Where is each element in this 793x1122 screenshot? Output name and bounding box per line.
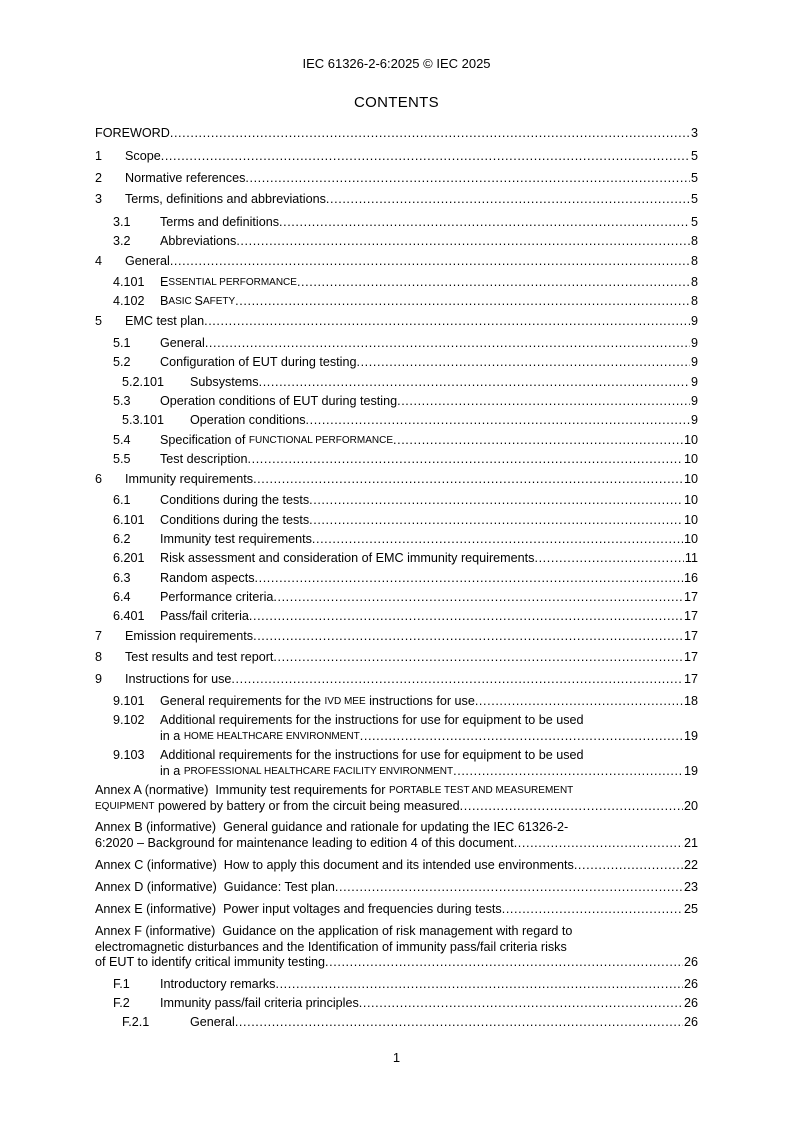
toc-entry-line — [125, 672, 698, 688]
dot-leader — [393, 433, 683, 449]
toc-entry-title: Terms, definitions and abbreviations — [125, 192, 326, 206]
toc-entry-number: 3 — [95, 192, 103, 206]
dot-leader — [273, 590, 683, 606]
toc-entry-line — [160, 513, 698, 529]
toc-entry-title: SSENTIAL PERFORMANCE — [168, 277, 297, 288]
toc-entry-line — [125, 314, 698, 330]
dot-leader — [170, 254, 690, 270]
toc-entry-title: in a — [160, 728, 184, 743]
toc-entry-line — [95, 940, 698, 956]
toc-entry-line — [95, 924, 698, 940]
toc-entry-title: Normative references — [125, 171, 246, 185]
toc-entry-title: General requirements for the — [160, 694, 325, 708]
contents-title: CONTENTS — [354, 94, 439, 111]
toc-entry-title: Operation conditions of EUT during testing — [160, 394, 398, 408]
toc-entry-title: Immunity pass/fail criteria principles — [160, 996, 359, 1010]
toc-entry-line — [160, 234, 698, 250]
dot-leader — [574, 858, 683, 874]
toc-entry-number: 6.401 — [113, 609, 145, 623]
toc-entry-number: 9.103 — [113, 748, 145, 762]
toc-entry-line — [160, 609, 698, 625]
toc-entry-title: Subsystems — [190, 375, 259, 389]
toc-entry-title: Annex E (informative) Power input voltages and frequencies during tests — [95, 902, 502, 916]
page-number: 1 — [392, 1050, 401, 1065]
toc-entry-title: Additional requirements for the instructions for use for equipment to be used — [160, 713, 584, 727]
toc-entry-title: EMC test plan — [125, 314, 205, 328]
toc-entry-page: 9 — [690, 336, 698, 350]
toc-entry-number: 5.2.101 — [122, 375, 165, 389]
toc-entry-number: 8 — [95, 650, 103, 664]
toc-entry-page: 10 — [683, 433, 698, 447]
toc-entry-line — [160, 394, 698, 410]
dot-leader — [245, 171, 690, 187]
toc-entry-title: in a — [160, 763, 184, 778]
toc-entry-line — [95, 126, 698, 142]
toc-entry-title: Operation conditions — [190, 413, 306, 427]
toc-entry-page: 8 — [690, 254, 698, 268]
toc-entry-title: EQUIPMENT — [95, 800, 155, 812]
dot-leader — [248, 452, 683, 468]
dot-leader — [273, 650, 683, 666]
toc-entry-page: 20 — [683, 798, 698, 813]
toc-entry-title: powered by battery or from the circuit being measured — [154, 798, 460, 813]
toc-entry-page: 21 — [683, 835, 698, 850]
toc-entry-title: Specification of — [160, 433, 249, 447]
toc-entry-title: General — [125, 254, 170, 268]
toc-entry-line — [125, 192, 698, 208]
toc-entry-number: 3.2 — [113, 234, 131, 248]
dot-leader — [236, 234, 690, 250]
toc-entry-line — [160, 336, 698, 352]
toc-entry-title: FOREWORD — [95, 126, 170, 140]
toc-entry-number: 6.201 — [113, 551, 145, 565]
dot-leader — [335, 880, 683, 896]
toc-entry-title: Pass/fail criteria — [160, 609, 249, 623]
toc-entry-number: F.2 — [113, 996, 130, 1010]
dot-leader — [475, 694, 683, 710]
toc-entry-line — [95, 858, 698, 874]
dot-leader — [205, 336, 690, 352]
toc-entry-title: Test description — [160, 452, 248, 466]
toc-entry-line — [95, 880, 698, 896]
toc-entry-line — [125, 629, 698, 645]
toc-entry-line — [160, 294, 698, 310]
toc-entry-title: Risk assessment and consideration of EMC immunity requirements — [160, 551, 535, 565]
toc-entry-number: F.1 — [113, 977, 130, 991]
toc-entry-number: 6.1 — [113, 493, 131, 507]
toc-entry-title: E — [160, 275, 169, 289]
dot-leader — [460, 799, 683, 815]
toc-entry-title: Conditions during the tests — [160, 513, 310, 527]
dot-leader — [360, 729, 683, 745]
toc-entry-title: PORTABLE TEST AND MEASUREMENT — [388, 785, 574, 796]
toc-entry-line — [95, 783, 698, 799]
toc-entry-number: 5.3 — [113, 394, 131, 408]
dot-leader — [359, 996, 683, 1012]
toc-entry-line — [160, 694, 698, 710]
toc-entry-line — [160, 764, 698, 780]
dot-leader — [453, 764, 683, 780]
dot-leader — [306, 413, 690, 429]
toc-entry-title: Annex F (informative) Guidance on the application of risk management with regard to — [95, 924, 573, 938]
toc-entry-page: 10 — [683, 452, 698, 466]
toc-entry-page: 5 — [690, 149, 698, 163]
dot-leader — [170, 126, 690, 142]
toc-entry-line — [95, 902, 698, 918]
toc-entry-line — [160, 452, 698, 468]
toc-entry-page: 10 — [683, 472, 698, 486]
toc-entry-number: 4.101 — [113, 275, 145, 289]
toc-entry-page: 10 — [683, 513, 698, 527]
toc-entry-number: 5.4 — [113, 433, 131, 447]
toc-entry-number: 5.5 — [113, 452, 131, 466]
toc-entry-number: 5.1 — [113, 336, 131, 350]
toc-entry-number: 6.3 — [113, 571, 131, 585]
toc-entry-line — [160, 748, 698, 764]
toc-entry-line — [160, 571, 698, 587]
toc-entry-page: 3 — [690, 126, 698, 140]
toc-entry-title: 6:2020 – Background for maintenance leading to edition 4 of this document — [95, 835, 514, 850]
toc-entry-line — [95, 820, 698, 836]
toc-entry-title: Additional requirements for the instructions for use for equipment to be used — [160, 748, 584, 762]
dot-leader — [312, 532, 683, 548]
toc-entry-number: 2 — [95, 171, 103, 185]
toc-entry-number: 5.3.101 — [122, 413, 165, 427]
dot-leader — [259, 375, 690, 391]
dot-leader — [231, 672, 683, 688]
toc-entry-page: 26 — [683, 996, 698, 1010]
toc-entry-number: 5 — [95, 314, 103, 328]
toc-entry-title: Random aspects — [160, 571, 255, 585]
toc-entry-line — [160, 433, 698, 449]
toc-entry-line — [160, 590, 698, 606]
toc-entry-number: 9 — [95, 672, 103, 686]
dot-leader — [249, 609, 683, 625]
toc-entry-title: Annex B (informative) General guidance and rationale for updating the IEC 61326-2- — [95, 820, 569, 834]
toc-entry-page: 23 — [683, 880, 698, 894]
toc-entry-title: Emission requirements — [125, 629, 254, 643]
dot-leader — [161, 149, 690, 165]
toc-entry-line — [160, 532, 698, 548]
dot-leader — [514, 836, 683, 852]
toc-entry-line — [160, 551, 698, 567]
toc-entry-page: 16 — [683, 571, 698, 585]
toc-entry-page: 19 — [683, 728, 698, 743]
toc-entry-page: 17 — [683, 590, 698, 604]
dot-leader — [309, 513, 683, 529]
toc-entry-page: 9 — [690, 375, 698, 389]
toc-entry-line — [160, 355, 698, 371]
toc-entry-title: Immunity requirements — [125, 472, 254, 486]
toc-entry-title: Instructions for use — [125, 672, 232, 686]
toc-entry-number: 6 — [95, 472, 103, 486]
dot-leader — [326, 192, 690, 208]
toc-entry-number: 1 — [95, 149, 103, 163]
toc-entry-page: 10 — [683, 532, 698, 546]
toc-entry-title: Annex D (informative) Guidance: Test plan — [95, 880, 335, 894]
toc-entry-title: of EUT to identify critical immunity testing — [95, 955, 326, 969]
toc-entry-page: 25 — [683, 902, 698, 916]
toc-entry-title: Configuration of EUT during testing — [160, 355, 357, 369]
toc-entry-page: 9 — [690, 355, 698, 369]
toc-entry-title: PROFESSIONAL HEALTHCARE FACILITY ENVIRONMENT — [183, 765, 454, 777]
toc-entry-number: 9.102 — [113, 713, 145, 727]
toc-entry-page: 17 — [683, 650, 698, 664]
toc-entry-page: 5 — [690, 171, 698, 185]
toc-entry-title: Terms and definitions — [160, 215, 280, 229]
toc-entry-number: F.2.1 — [122, 1015, 150, 1029]
dot-leader — [297, 275, 690, 291]
toc-entry-page: 19 — [683, 763, 698, 778]
toc-entry-number: 7 — [95, 629, 103, 643]
toc-entry-title: Scope — [125, 149, 161, 163]
toc-entry-page: 5 — [690, 215, 698, 229]
toc-entry-line — [160, 275, 698, 291]
toc-entry-title: Introductory remarks — [160, 977, 276, 991]
toc-entry-title: General — [160, 336, 205, 350]
dot-leader — [356, 355, 690, 371]
dot-leader — [309, 493, 683, 509]
toc-entry-page: 22 — [683, 858, 698, 872]
dot-leader — [534, 551, 683, 567]
toc-entry-line — [95, 799, 698, 815]
toc-entry-page: 8 — [690, 275, 698, 289]
dot-leader — [279, 215, 690, 231]
toc-entry-line — [190, 375, 698, 391]
toc-entry-number: 6.2 — [113, 532, 131, 546]
toc-entry-line — [160, 493, 698, 509]
toc-entry-title: General — [190, 1015, 235, 1029]
toc-entry-page: 26 — [683, 977, 698, 991]
toc-entry-number: 3.1 — [113, 215, 131, 229]
toc-entry-title: S — [194, 294, 203, 308]
toc-entry-line — [160, 713, 698, 729]
toc-entry-page: 17 — [683, 629, 698, 643]
toc-entry-title: HOME HEALTHCARE ENVIRONMENT — [183, 730, 360, 742]
toc-entry-title: ASIC — [168, 296, 195, 307]
toc-entry-title: Annex C (informative) How to apply this document and its intended use environments — [95, 858, 574, 872]
dot-leader — [397, 394, 690, 410]
dot-leader — [255, 571, 683, 587]
toc-entry-title: Abbreviations — [160, 234, 237, 248]
dot-leader — [275, 977, 683, 993]
toc-entry-page: 10 — [683, 493, 698, 507]
toc-entry-line — [160, 729, 698, 745]
toc-entry-title: instructions for use — [365, 694, 475, 708]
toc-entry-title: Test results and test report — [125, 650, 274, 664]
toc-entry-line — [95, 955, 698, 971]
toc-entry-number: 6.101 — [113, 513, 145, 527]
toc-entry-page: 17 — [683, 609, 698, 623]
toc-entry-line — [125, 254, 698, 270]
toc-entry-title: B — [160, 294, 169, 308]
toc-entry-title: Performance criteria — [160, 590, 274, 604]
toc-entry-line — [125, 650, 698, 666]
toc-entry-line — [125, 171, 698, 187]
toc-entry-number: 6.4 — [113, 590, 131, 604]
toc-entry-line — [125, 472, 698, 488]
toc-entry-line — [190, 1015, 698, 1031]
dot-leader — [235, 294, 690, 310]
toc-entry-title: electromagnetic disturbances and the Identification of immunity pass/fail criteria risks — [95, 939, 567, 954]
dot-leader — [235, 1015, 683, 1031]
toc-entry-page: 11 — [684, 551, 698, 565]
toc-entry-page: 26 — [683, 955, 698, 969]
toc-entry-page: 18 — [683, 694, 698, 708]
toc-entry-page: 8 — [690, 294, 698, 308]
toc-entry-line — [190, 413, 698, 429]
toc-entry-number: 5.2 — [113, 355, 131, 369]
toc-entry-page: 9 — [690, 314, 698, 328]
toc-entry-title: IVD MEE — [324, 696, 366, 707]
toc-entry-page: 9 — [690, 413, 698, 427]
dot-leader — [502, 902, 683, 918]
toc-entry-page: 8 — [690, 234, 698, 248]
toc-entry-page: 26 — [683, 1015, 698, 1029]
toc-entry-title: AFETY — [202, 296, 236, 307]
toc-entry-page: 5 — [690, 192, 698, 206]
toc-entry-title: Conditions during the tests — [160, 493, 310, 507]
dot-leader — [325, 955, 683, 971]
toc-entry-number: 4.102 — [113, 294, 145, 308]
toc-entry-number: 4 — [95, 254, 103, 268]
toc-entry-line — [125, 149, 698, 165]
dot-leader — [253, 472, 683, 488]
toc-entry-title: Immunity test requirements — [160, 532, 312, 546]
dot-leader — [204, 314, 690, 330]
toc-entry-title: Annex A (normative) Immunity test requirements for — [95, 783, 389, 797]
toc-entry-line — [95, 836, 698, 852]
toc-entry-title: FUNCTIONAL PERFORMANCE — [248, 435, 394, 446]
toc-entry-line — [160, 996, 698, 1012]
toc-entry-page: 17 — [683, 672, 698, 686]
running-header: IEC 61326-2-6:2025 © IEC 2025 — [302, 56, 491, 71]
dot-leader — [253, 629, 683, 645]
toc-entry-number: 9.101 — [113, 694, 145, 708]
toc-entry-page: 9 — [690, 394, 698, 408]
toc-entry-line — [160, 215, 698, 231]
toc-entry-line — [160, 977, 698, 993]
